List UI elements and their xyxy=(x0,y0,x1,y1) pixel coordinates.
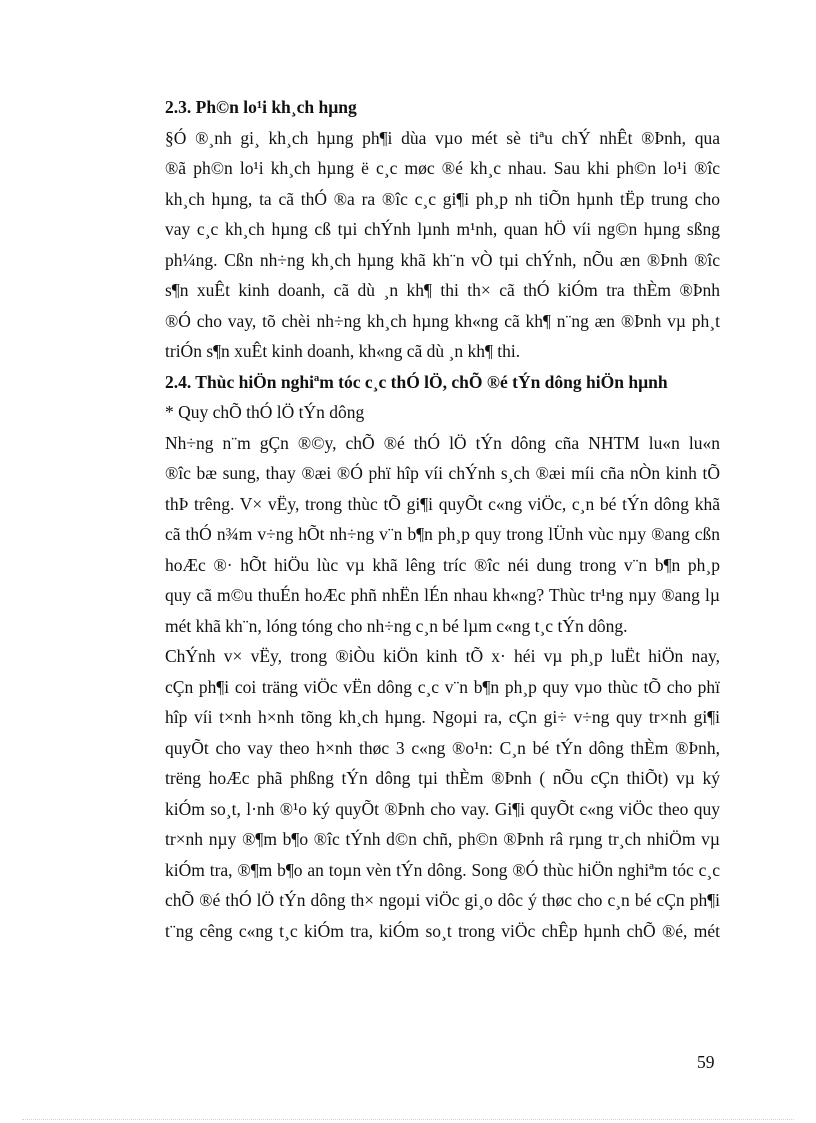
text-line: tr×nh nµy ®¶m b¶o ®îc tÝnh d©n chñ, ph©n ®Þnh râ rµng tr¸ch nhiÖm vµ xyxy=(165,829,720,849)
text-line: ®ã ph©n lo¹i kh¸ch hµng ë c¸c møc ®é kh¸c nhau. Sau khi ph©n lo¹i ®îc xyxy=(165,158,720,178)
text-line: kiÓm tra, ®¶m b¶o an toµn vèn tÝn dông. Song ®Ó thùc hiÖn nghiªm tóc c¸c xyxy=(165,859,720,880)
text-line: vay c¸c kh¸ch hµng cß tµi chÝnh lµnh m¹nh, quan hÖ víi ng©n hµng sßng xyxy=(165,219,720,239)
paragraph-applying-regulations xyxy=(165,641,720,946)
text-line: quyÕt cho vay theo h×nh thøc 3 c«ng ®o¹n: C¸n bé tÝn dông thÈm ®Þnh, xyxy=(165,737,720,758)
text-line: kh¸ch hµng, ta cã thÓ ®a ra ®îc c¸c gi¶i ph¸p nh tiÕn hµnh tËp trung cho xyxy=(165,188,720,209)
paragraph-credit-regulations xyxy=(165,428,720,642)
section-heading-2-3: 2.3. Ph©n lo¹i kh¸ch hµng xyxy=(165,97,357,117)
text-line: s¶n xuÊt kinh doanh, cã dù ¸n kh¶ thi th× cã thÓ kiÓm tra thÈm ®Þnh xyxy=(165,280,720,300)
text-line: §Ó ®¸nh gi¸ kh¸ch hµng ph¶i dùa vµo mét sè tiªu chÝ nhÊt ®Þnh, qua xyxy=(165,127,720,148)
page-body xyxy=(165,92,720,946)
text-line: ChÝnh v× vËy, trong ®iÒu kiÖn kinh tÕ x· héi vµ ph¸p luËt hiÖn nay, xyxy=(165,646,720,666)
section-heading-2-4: 2.4. Thùc hiÖn nghiªm tóc c¸c thÓ lÖ, chÕ ®é tÝn dông hiÖn hµnh xyxy=(165,371,668,392)
text-line: ph¼ng. Cßn nh÷ng kh¸ch hµng khã kh¨n vÒ tµi chÝnh, nÕu æn ®Þnh ®îc xyxy=(165,249,720,270)
text-line: quy cã m©u thuÉn hoÆc phñ nhËn lÉn nhau kh«ng? Thùc tr¹ng nµy ®ang lµ xyxy=(165,585,720,605)
text-line: ®Ó cho vay, tõ chèi nh÷ng kh¸ch hµng kh«ng cã kh¶ n¨ng æn ®Þnh vµ ph¸t xyxy=(165,310,720,331)
text-line: thÞ trêng. V× vËy, trong thùc tÕ gi¶i quyÕt c«ng viÖc, c¸n bé tÝn dông khã xyxy=(165,493,720,514)
text-line: cÇn ph¶i coi träng viÖc vËn dông c¸c v¨n b¶n ph¸p quy vµo thùc tÕ cho phï xyxy=(165,676,720,697)
text-line: trëng hoÆc phã phßng tÝn dông tµi thÈm ®Þnh ( nÕu cÇn thiÕt) vµ ký xyxy=(165,768,720,788)
text-line: hoÆc ®· hÕt hiÖu lùc vµ khã lêng tríc ®îc néi dung trong v¨n b¶n ph¸p xyxy=(165,554,720,575)
text-line: kiÓm so¸t, l·nh ®¹o ký quyÕt ®Þnh cho vay. Gi¶i quyÕt c«ng viÖc theo quy xyxy=(165,798,720,819)
paragraph-customer-classification xyxy=(165,123,720,367)
text-line: chÕ ®é thÓ lÖ tÝn dông th× ngoµi viÖc gi¸o dôc ý thøc cho c¸n bé cÇn ph¶i xyxy=(165,890,720,910)
text-line: ®îc bæ sung, thay ®æi ®Ó phï hîp víi chÝnh s¸ch ®æi míi cña nÒn kinh tÕ xyxy=(165,463,720,483)
text-line: hîp víi t×nh h×nh tõng kh¸ch hµng. Ngoµi ra, cÇn gi÷ v÷ng quy tr×nh gi¶i xyxy=(165,707,720,727)
subsection-heading: * Quy chÕ thÓ lÖ tÝn dông xyxy=(165,402,365,422)
text-line: triÓn s¶n xuÊt kinh doanh, kh«ng cã dù ¸n kh¶ thi. xyxy=(165,341,521,361)
text-line: mét khã kh¨n, lóng tóng cho nh÷ng c¸n bé lµm c«ng t¸c tÝn dông. xyxy=(165,615,628,636)
page-number: 59 xyxy=(697,1052,715,1072)
page-bottom-divider xyxy=(22,1119,794,1120)
text-line: t¨ng cêng c«ng t¸c kiÓm tra, kiÓm so¸t trong viÖc chÊp hµnh chÕ ®é, mét xyxy=(165,920,720,941)
text-line: Nh÷ng n¨m gÇn ®©y, chÕ ®é thÓ lÖ tÝn dông cña NHTM lu«n lu«n xyxy=(165,432,720,453)
text-line: cã thÓ n¾m v÷ng hÕt nh÷ng v¨n b¶n ph¸p quy trong lÜnh vùc nµy ®ang cßn xyxy=(165,524,720,544)
